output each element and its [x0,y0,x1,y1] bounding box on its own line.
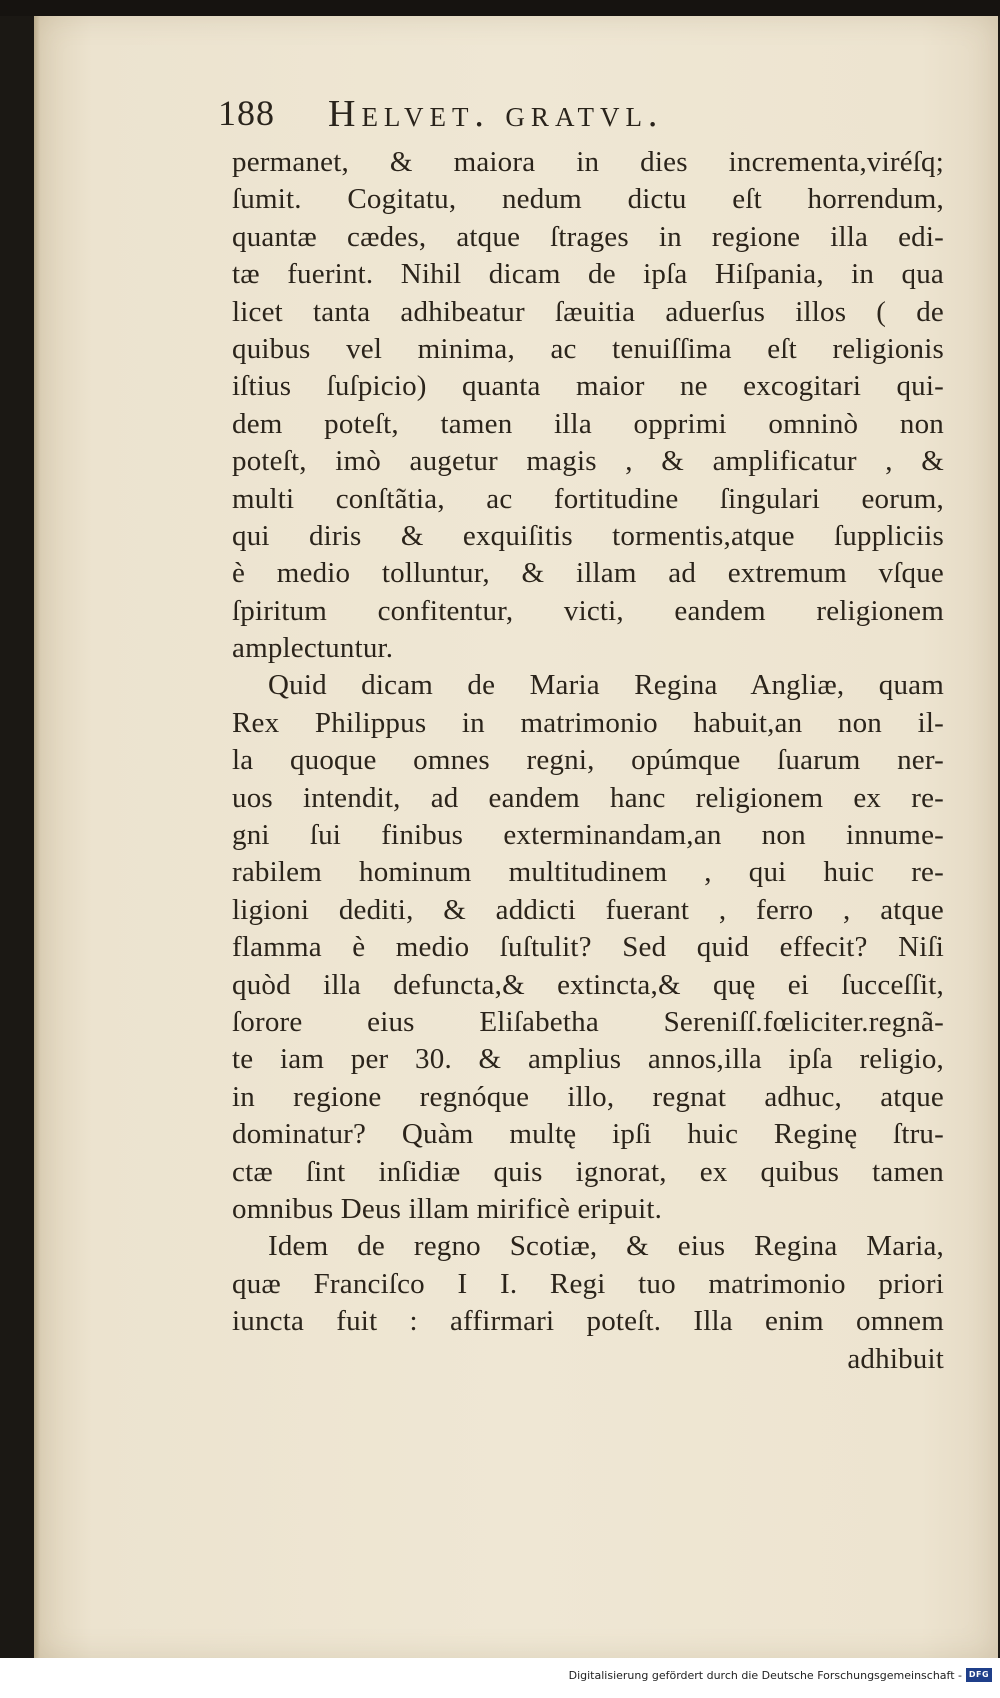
page-number: 188 [218,93,275,133]
text-line: permanet, & maiora in dies incrementa,viréſq; [232,146,944,178]
text-line: poteſt, imò augetur magis , & amplificatur , & [232,445,944,478]
text-line: ſorore eius Eliſabetha Sereniſſ.fœliciter.regnã- [232,1005,944,1038]
text-line: licet tanta adhibeatur ſæuitia aduerſus illos ( de [232,295,944,328]
text-line: in regione regnóque illo, regnat adhuc, atque [232,1080,944,1113]
text-line: quibus vel minima, ac tenuiſſima eſt religionis [232,332,944,365]
text-line: omnibus Deus illam mirificè eripuit. [232,1192,663,1225]
text-line: Quid dicam de Maria Regina Angliæ, quam [268,669,944,702]
text-line: iſtius ſuſpicio) quanta maior ne excogitari qui- [232,370,944,403]
text-line: qui diris & exquiſitis tormentis,atque ſuppliciis [232,519,944,552]
text-line: quòd illa defuncta,& extincta,& quę ei ſucceſſit, [232,968,944,1001]
running-title: Helvet. gratvl. [328,93,664,135]
text-line: ligioni dediti, & addicti fuerant , ferro , atque [232,893,944,926]
text-line: Rex Philippus in matrimonio habuit,an non il- [232,706,944,739]
text-line: multi conſtãtia, ac fortitudine ſingulari eorum, [232,482,944,515]
text-line: iuncta fuit : affirmari poteſt. Illa enim omnem [232,1305,944,1338]
text-line: ſumit. Cogitatu, nedum dictu eſt horrendum, [232,183,944,216]
text-line: dominatur? Quàm multę ipſi huic Reginę ſtru- [232,1118,944,1151]
text-line: rabilem hominum multitudinem , qui huic re- [232,856,944,889]
text-line: quæ Franciſco I I. Regi tuo matrimonio priori [232,1267,944,1300]
body-text [232,144,944,1378]
text-line: è medio tolluntur, & illam ad extremum vſque [232,557,944,590]
text-line: te iam per 30. & amplius annos,illa ipſa religio, [232,1043,944,1076]
catchword: adhibuit [847,1342,944,1375]
page-header [218,92,918,144]
text-line: gni ſui finibus exterminandam,an non innume- [232,819,944,852]
text-line: flamma è medio ſuſtulit? Sed quid effecit? Niſi [232,931,944,964]
text-line: dem poteſt, tamen illa opprimi omninò non [232,407,944,440]
funding-credit: Digitalisierung gefördert durch die Deutsche Forschungsgemeinschaft - [568,1669,962,1682]
text-line: uos intendit, ad eandem hanc religionem ex re- [232,781,944,814]
text-line: tæ fuerint. Nihil dicam de ipſa Hiſpania, in qua [232,258,944,291]
text-line: Idem de regno Scotiæ, & eius Regina Maria, [268,1230,944,1263]
dfg-logo-icon: DFG [966,1668,992,1682]
digitization-footer [0,1658,1000,1698]
text-line: la quoque omnes regni, opúmque ſuarum ner- [232,744,944,777]
text-line: ſpiritum confitentur, victi, eandem religionem [232,594,944,627]
text-line: quantæ cædes, atque ſtrages in regione illa edi- [232,220,944,253]
text-line: amplectuntur. [232,632,394,665]
page-gutter-shadow [34,16,40,1658]
scan-top-border [0,0,1000,16]
text-line: ctæ ſint inſidiæ quis ignorat, ex quibus tamen [232,1155,944,1188]
